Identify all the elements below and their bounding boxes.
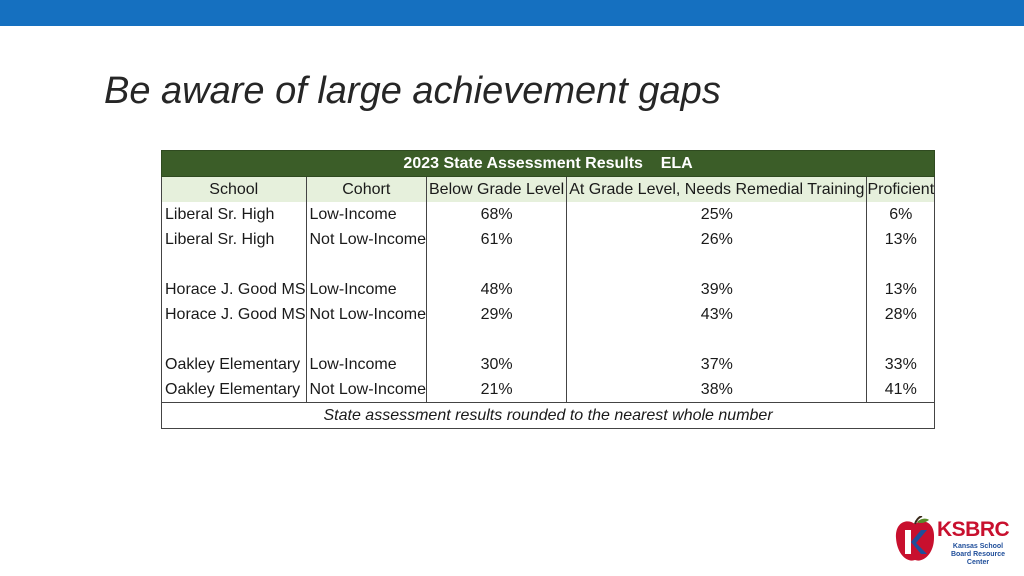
proficient-cell: 28% xyxy=(867,302,935,327)
at-grade-cell: 37% xyxy=(567,352,867,377)
school-cell: Oakley Elementary xyxy=(162,377,307,403)
table-caption-row xyxy=(162,151,935,177)
school-cell: Liberal Sr. High xyxy=(162,227,307,252)
at-grade-cell: 26% xyxy=(567,227,867,252)
header-cohort: Cohort xyxy=(306,177,427,203)
table-row xyxy=(162,352,935,377)
table-header-row xyxy=(162,177,935,203)
below-grade-cell: 61% xyxy=(427,227,567,252)
ksbrc-logo xyxy=(893,516,1015,564)
cohort-cell: Low-Income xyxy=(306,352,427,377)
proficient-cell: 6% xyxy=(867,202,935,227)
table-row xyxy=(162,202,935,227)
slide-title: Be aware of large achievement gaps xyxy=(104,70,721,112)
below-grade-cell: 68% xyxy=(427,202,567,227)
top-accent-bar xyxy=(0,0,1024,26)
below-grade-cell: 48% xyxy=(427,277,567,302)
assessment-table xyxy=(161,150,935,429)
cohort-cell: Not Low-Income xyxy=(306,302,427,327)
cohort-cell: Not Low-Income xyxy=(306,227,427,252)
school-cell: Horace J. Good MS xyxy=(162,302,307,327)
cohort-cell: Low-Income xyxy=(306,202,427,227)
school-cell: Oakley Elementary xyxy=(162,352,307,377)
cohort-cell: Not Low-Income xyxy=(306,377,427,403)
header-at-grade-remedial: At Grade Level, Needs Remedial Training xyxy=(567,177,867,203)
below-grade-cell: 21% xyxy=(427,377,567,403)
spacer-row xyxy=(162,327,935,352)
table-row xyxy=(162,277,935,302)
logo-name: KSBRC xyxy=(937,518,1010,541)
school-cell: Liberal Sr. High xyxy=(162,202,307,227)
at-grade-cell: 43% xyxy=(567,302,867,327)
proficient-cell: 41% xyxy=(867,377,935,403)
table-footer-row xyxy=(162,403,935,429)
at-grade-cell: 38% xyxy=(567,377,867,403)
below-grade-cell: 29% xyxy=(427,302,567,327)
proficient-cell: 13% xyxy=(867,277,935,302)
at-grade-cell: 25% xyxy=(567,202,867,227)
header-school: School xyxy=(162,177,307,203)
cohort-cell: Low-Income xyxy=(306,277,427,302)
table-row xyxy=(162,302,935,327)
below-grade-cell: 30% xyxy=(427,352,567,377)
proficient-cell: 33% xyxy=(867,352,935,377)
header-below-grade: Below Grade Level xyxy=(427,177,567,203)
table-row xyxy=(162,377,935,403)
table-caption: 2023 State Assessment Results ELA xyxy=(162,151,935,177)
logo-subtitle: Kansas School Board Resource Center xyxy=(950,543,1006,566)
table-row xyxy=(162,227,935,252)
proficient-cell: 13% xyxy=(867,227,935,252)
spacer-row xyxy=(162,252,935,277)
table-footnote: State assessment results rounded to the nearest whole number xyxy=(162,403,935,429)
apple-k-icon xyxy=(893,516,937,564)
school-cell: Horace J. Good MS xyxy=(162,277,307,302)
at-grade-cell: 39% xyxy=(567,277,867,302)
header-proficient: Proficient xyxy=(867,177,935,203)
